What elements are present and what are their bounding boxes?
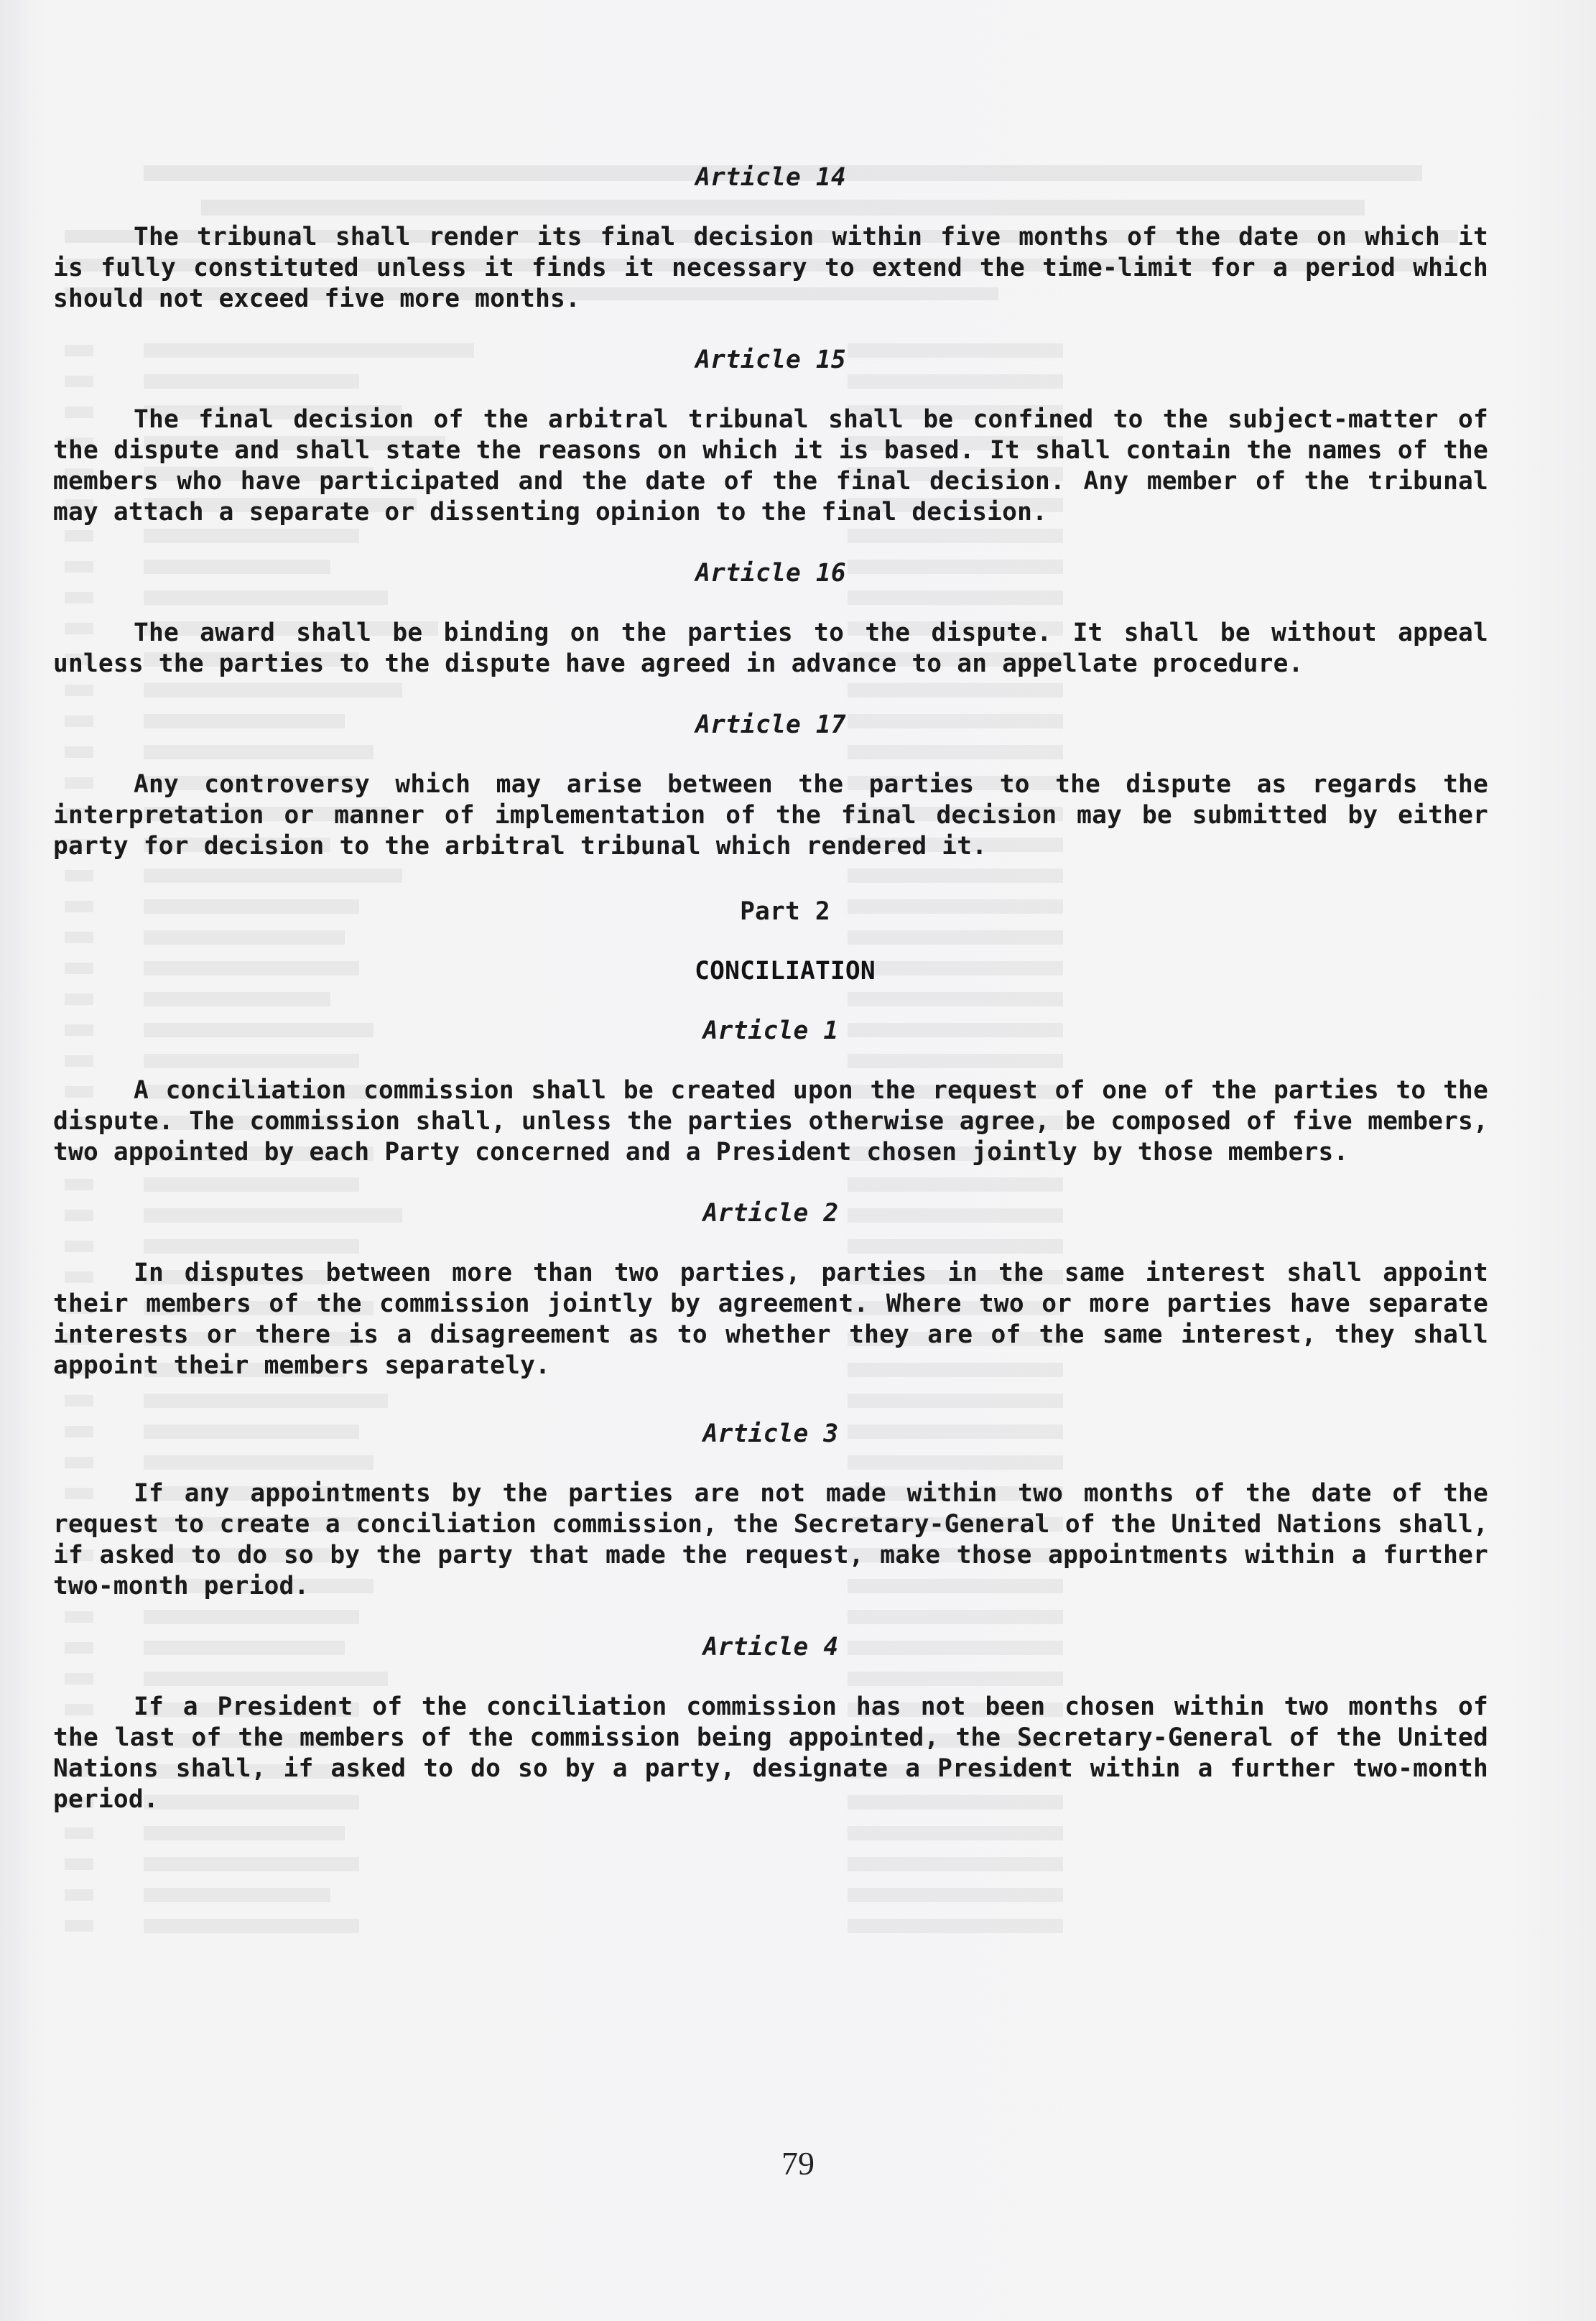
article-16-heading: Article 16 [695, 559, 846, 588]
conciliation-article-2-heading: Article 2 [702, 1199, 839, 1228]
article-14-heading: Article 14 [695, 163, 846, 192]
conciliation-article-1-text [53, 1075, 1488, 1168]
document-body [53, 162, 1488, 1815]
conciliation-article-3-text [53, 1478, 1488, 1602]
article-17-body: Any controversy which may arise between the parties to the dispute as regards the interpretation or manner of implementation of the final decision may be submitted by either party for decision to the arbitral tribunal which rendered it. [53, 770, 1488, 861]
article-15-body: The final decision of the arbitral tribunal shall be confined to the subject-matter of the dispute and shall state the reasons on which it is based. It shall contain the names of the members who have participated and the date of the final decision. Any member of the tribunal may attach a separate or dissenting opinion to the final decision. [53, 405, 1488, 527]
article-14-text [53, 222, 1488, 315]
conciliation-article-2-text [53, 1258, 1488, 1381]
article-17-text [53, 769, 1488, 862]
article-16-body: The award shall be binding on the parties to the dispute. It shall be without appeal unless the parties to the dispute have agreed in advance to an appellate procedure. [53, 619, 1488, 678]
conciliation-article-1-heading: Article 1 [702, 1016, 839, 1045]
conciliation-article-4-text [53, 1692, 1488, 1815]
part-label: Part 2 [740, 897, 830, 926]
conciliation-article-3-body: If any appointments by the parties are not made within two months of the date of the request to create a conciliation commission, the Secretary-General of the United Nations shall, if asked to do so by the party that made the request, make those appointments within a further two-month period. [53, 1479, 1488, 1600]
conciliation-article-4-body: If a President of the conciliation commission has not been chosen within two months of the last of the members of the commission being appointed, the Secretary-General of the United Nations shall, if asked to do so by a party, designate a President within a further two-month period. [53, 1692, 1488, 1814]
article-15-heading: Article 15 [695, 346, 846, 374]
article-14-body: The tribunal shall render its final decision within five months of the date on which it is fully constituted unless it finds it necessary to extend the time-limit for a period which should not exceed five more months. [53, 223, 1488, 313]
conciliation-article-2-body: In disputes between more than two parties, parties in the same interest shall appoint their members of the commission jointly by agreement. Where two or more parties have separate interests or there is a disagreement as to whether they are of the same interest, they shall appoint their members separately. [53, 1259, 1488, 1380]
conciliation-article-4-heading: Article 4 [702, 1633, 839, 1662]
article-15-text [53, 404, 1488, 528]
page-number: 79 [781, 2145, 815, 2182]
part-title: CONCILIATION [695, 957, 876, 986]
article-17-heading: Article 17 [695, 710, 846, 739]
conciliation-article-3-heading: Article 3 [702, 1419, 839, 1448]
article-16-text [53, 618, 1488, 680]
conciliation-article-1-body: A conciliation commission shall be created upon the request of one of the parties to the dispute. The commission shall, unless the parties otherwise agree, be composed of five members, two appointed by each Party concerned and a President chosen jointly by those members. [53, 1076, 1488, 1167]
